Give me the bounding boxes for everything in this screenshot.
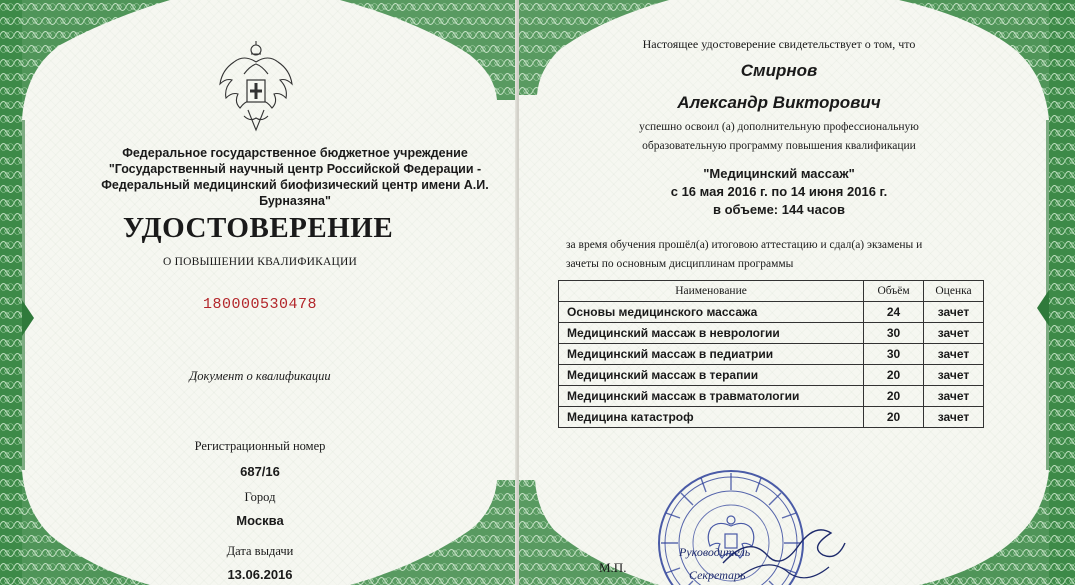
subject-grade: зачет xyxy=(924,386,984,407)
column-header-volume: Объём xyxy=(864,281,924,302)
subject-grade: зачет xyxy=(924,302,984,323)
serial-number: 180000530478 xyxy=(202,296,318,313)
table-header-row xyxy=(559,281,984,302)
issue-date: 13.06.2016 xyxy=(227,567,293,582)
subject-name: Медицина катастроф xyxy=(559,407,864,428)
subjects-table xyxy=(558,280,984,428)
subject-hours: 24 xyxy=(864,302,924,323)
subject-name: Медицинский массаж в травматологии xyxy=(559,386,864,407)
table-row xyxy=(559,386,984,407)
subject-grade: зачет xyxy=(924,344,984,365)
program-block xyxy=(579,165,979,219)
subject-grade: зачет xyxy=(924,407,984,428)
holder-surname: Смирнов xyxy=(740,61,818,80)
subject-hours: 20 xyxy=(864,407,924,428)
holder-given-names: Александр Викторович xyxy=(677,93,881,112)
table-row xyxy=(559,323,984,344)
issue-date-label: Дата выдачи xyxy=(226,544,294,558)
document-subtitle: О ПОВЫШЕНИИ КВАЛИФИКАЦИИ xyxy=(162,256,357,268)
subject-grade: зачет xyxy=(924,365,984,386)
subject-name: Основы медицинского массажа xyxy=(559,302,864,323)
registration-label: Регистрационный номер xyxy=(194,439,326,453)
left-page xyxy=(0,0,517,585)
table-row xyxy=(559,365,984,386)
director-label: Руководитель xyxy=(679,545,751,559)
exam-line-1: за время обучения прошёл(а) итоговою аттестацию и сдал(а) экзамены и xyxy=(566,239,923,251)
exam-line-2: зачеты по основным дисциплинам программы xyxy=(566,258,794,270)
subject-grade: зачет xyxy=(924,323,984,344)
exam-statement xyxy=(566,236,966,274)
subject-hours: 20 xyxy=(864,365,924,386)
column-header-name: Наименование xyxy=(559,281,864,302)
registration-number: 687/16 xyxy=(240,464,280,479)
secretary-label: Секретарь xyxy=(689,568,746,582)
certificate-intro: Настоящее удостоверение свидетельствует о том, что xyxy=(642,37,916,51)
completion-line-2: образовательную программу повышения квалификации xyxy=(642,140,916,152)
table-row xyxy=(559,302,984,323)
stamp-label: М.П. xyxy=(599,560,627,575)
program-name: "Медицинский массаж" xyxy=(703,166,855,181)
document-title: УДОСТОВЕРЕНИЕ xyxy=(122,212,394,244)
subject-name: Медицинский массаж в терапии xyxy=(559,365,864,386)
signature-icon xyxy=(719,515,849,585)
program-volume: в объеме: 144 часов xyxy=(713,202,845,217)
coat-of-arms-icon xyxy=(214,40,298,136)
table-row xyxy=(559,344,984,365)
city-label: Город xyxy=(244,490,276,504)
completion-line-1: успешно освоил (а) дополнительную профессиональную xyxy=(639,121,919,133)
city-value: Москва xyxy=(236,513,284,528)
subject-name: Медицинский массаж в педиатрии xyxy=(559,344,864,365)
organization-name: Федеральное государственное бюджетное учреждение "Государственный научный центр Российской Федерации - Федеральный медицинский биофизический центр имени А.И. Бурназяна" xyxy=(101,146,489,208)
subject-hours: 30 xyxy=(864,344,924,365)
table-row xyxy=(559,407,984,428)
subject-hours: 30 xyxy=(864,323,924,344)
document-type: Документ о квалификации xyxy=(189,369,331,383)
subject-name: Медицинский массаж в неврологии xyxy=(559,323,864,344)
right-page xyxy=(519,0,1075,585)
program-dates: с 16 мая 2016 г. по 14 июня 2016 г. xyxy=(670,184,888,199)
subject-hours: 20 xyxy=(864,386,924,407)
column-header-grade: Оценка xyxy=(924,281,984,302)
